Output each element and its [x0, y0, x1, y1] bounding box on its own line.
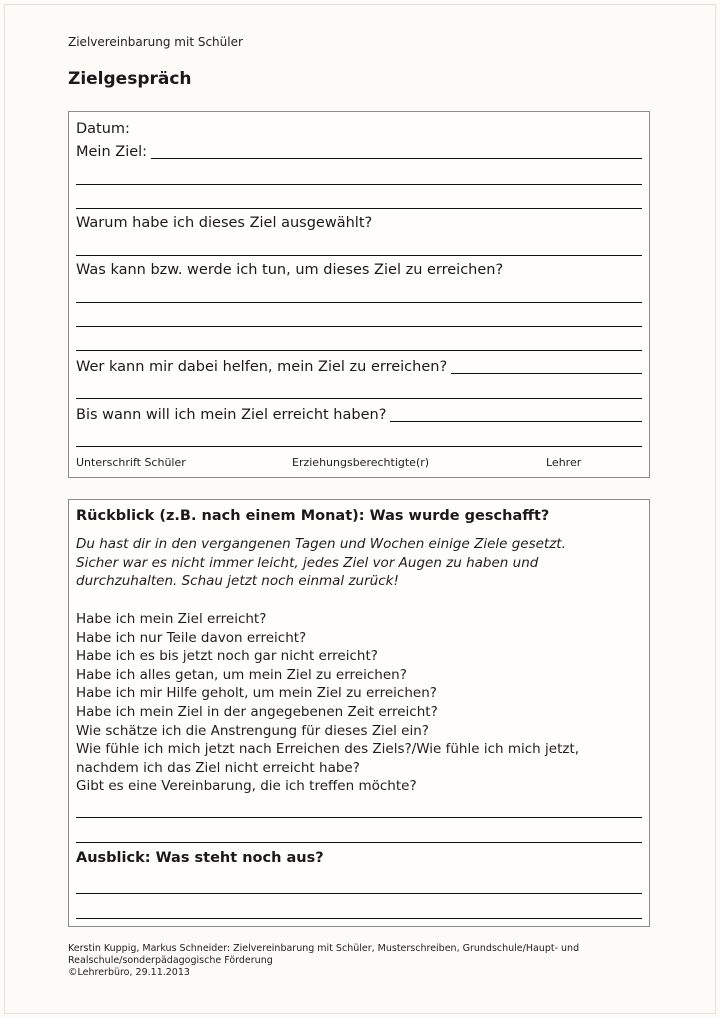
header-label: Zielvereinbarung mit Schüler	[68, 35, 243, 49]
review-question: nachdem ich das Ziel nicht erreicht habe?	[76, 759, 360, 776]
answer-line[interactable]	[76, 842, 642, 843]
date-row	[76, 120, 642, 138]
goal-row	[76, 143, 642, 161]
review-question: Habe ich mein Ziel in der angegebenen Zeit erreicht?	[76, 703, 438, 720]
signature-line[interactable]	[76, 446, 642, 447]
signature-guardian: Erziehungsberechtigte(r)	[292, 456, 430, 469]
signature-student: Unterschrift Schüler	[76, 456, 186, 469]
answer-line[interactable]	[76, 350, 642, 351]
goal-label: Mein Ziel:	[76, 144, 148, 160]
signature-teacher: Lehrer	[546, 456, 582, 469]
footer	[68, 943, 628, 980]
question-what-row	[76, 261, 642, 279]
answer-line[interactable]	[76, 326, 642, 327]
review-title: Rückblick (z.B. nach einem Monat): Was wurde geschafft?	[76, 508, 550, 524]
answer-line[interactable]	[76, 817, 642, 818]
review-question: Wie schätze ich die Anstrengung für dieses Ziel ein?	[76, 722, 429, 739]
footer-line: Realschule/sonderpädagogische Förderung	[68, 955, 273, 967]
review-box	[68, 499, 650, 927]
review-question: Gibt es eine Vereinbarung, die ich treffen möchte?	[76, 778, 417, 795]
question-why: Warum habe ich dieses Ziel ausgewählt?	[76, 215, 373, 231]
question-who: Wer kann mir dabei helfen, mein Ziel zu erreichen?	[76, 359, 448, 375]
answer-line[interactable]	[76, 398, 642, 399]
review-question: Habe ich alles getan, um mein Ziel zu erreichen?	[76, 666, 407, 683]
date-label: Datum:	[76, 121, 130, 137]
until-input-line[interactable]	[390, 407, 642, 422]
answer-line[interactable]	[76, 302, 642, 303]
answer-line[interactable]	[76, 184, 642, 185]
review-intro	[76, 535, 642, 591]
question-until: Bis wann will ich mein Ziel erreicht haben?	[76, 407, 387, 423]
answer-line[interactable]	[76, 208, 642, 209]
question-who-row	[76, 358, 642, 376]
review-question: Habe ich es bis jetzt noch gar nicht erreicht?	[76, 648, 378, 665]
question-what: Was kann bzw. werde ich tun, um dieses Ziel zu erreichen?	[76, 262, 504, 278]
page-title: Zielgespräch	[68, 69, 192, 89]
question-why-row	[76, 214, 642, 232]
review-question: Habe ich mein Ziel erreicht?	[76, 611, 267, 627]
goal-form-box	[68, 111, 650, 478]
intro-line: durchzuhalten. Schau jetzt noch einmal zurück!	[76, 573, 399, 589]
question-until-row	[76, 406, 642, 424]
answer-line[interactable]	[76, 255, 642, 256]
intro-line: Sicher war es nicht immer leicht, jedes Ziel vor Augen zu haben und	[76, 554, 539, 571]
answer-line[interactable]	[76, 893, 642, 894]
outlook-title: Ausblick: Was steht noch aus?	[76, 850, 324, 866]
review-question: Habe ich nur Teile davon erreicht?	[76, 629, 307, 646]
footer-line: Kerstin Kuppig, Markus Schneider: Zielvereinbarung mit Schüler, Musterschreiben, Grundschule/Haupt- und	[68, 943, 580, 954]
review-question: Wie fühle ich mich jetzt nach Erreichen des Ziels?/Wie fühle ich mich jetzt,	[76, 741, 580, 758]
review-question: Habe ich mir Hilfe geholt, um mein Ziel zu erreichen?	[76, 685, 437, 702]
answer-line[interactable]	[76, 918, 642, 919]
intro-line: Du hast dir in den vergangenen Tagen und Wochen einige Ziele gesetzt.	[76, 536, 566, 552]
goal-input-line[interactable]	[151, 144, 642, 159]
review-questions	[76, 610, 642, 796]
who-input-line[interactable]	[451, 359, 642, 374]
footer-line: ©Lehrerbüro, 29.11.2013	[68, 967, 190, 979]
